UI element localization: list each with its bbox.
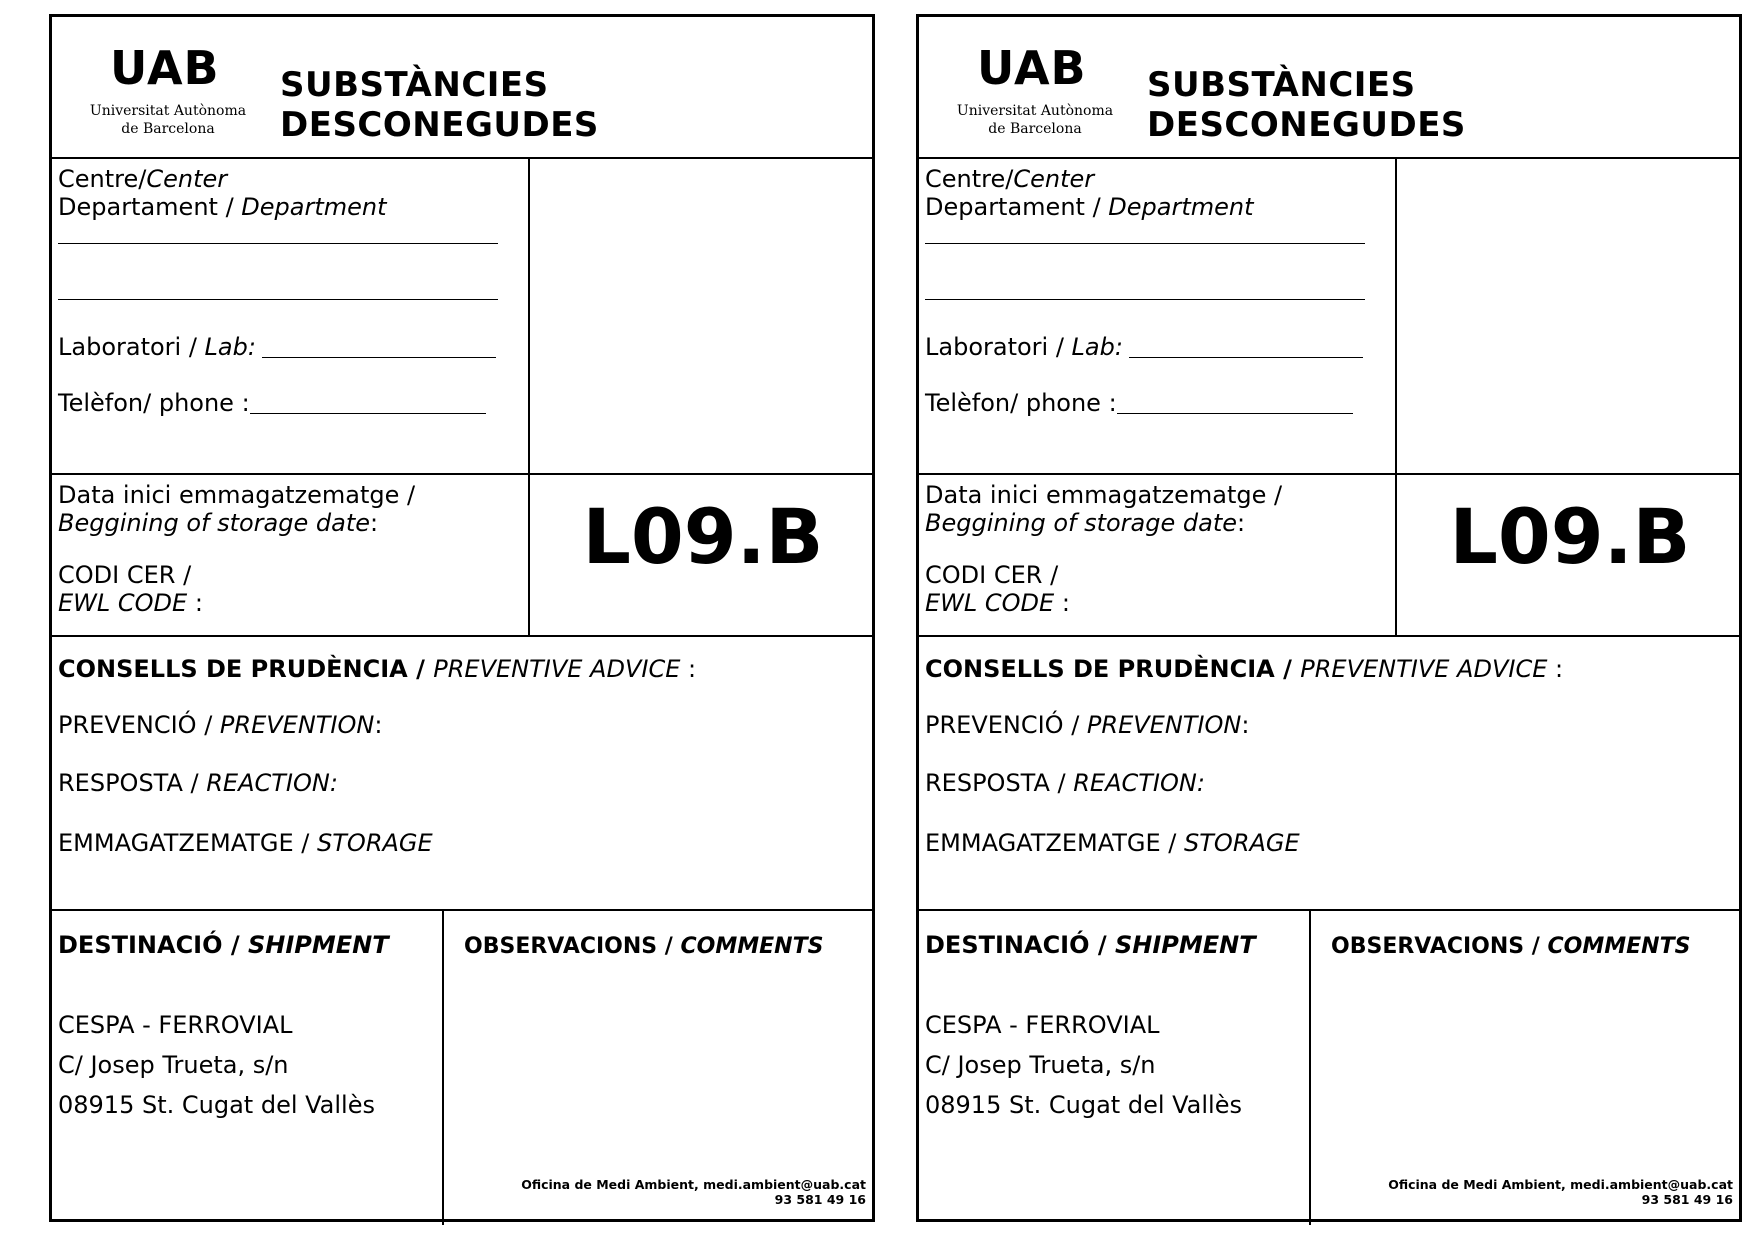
waste-label-right <box>916 14 1742 1222</box>
storage-date-label-line1: Data inici emmagatzematge / <box>58 481 416 509</box>
office-contact <box>1388 1177 1733 1207</box>
divider <box>52 473 872 475</box>
uab-logo-line1: Universitat Autònoma <box>89 103 247 119</box>
address-line2: C/ Josep Trueta, s/n <box>925 1051 1156 1079</box>
phone-field-line[interactable] <box>250 413 486 414</box>
department-field-line[interactable] <box>58 243 498 244</box>
department-label: Departament / Department <box>925 193 1254 221</box>
storage-date-label-line2: Beggining of storage date: <box>58 509 379 537</box>
office-email-line: Oficina de Medi Ambient, medi.ambient@uab.cat <box>521 1177 866 1192</box>
divider <box>919 635 1739 637</box>
department-field-line[interactable] <box>925 243 1365 244</box>
divider <box>1309 909 1311 1225</box>
divider <box>919 909 1739 911</box>
department-field-line[interactable] <box>58 299 498 300</box>
address-line3: 08915 St. Cugat del Vallès <box>925 1091 1242 1119</box>
divider <box>919 157 1739 159</box>
address-line3: 08915 St. Cugat del Vallès <box>58 1091 375 1119</box>
reaction-label: RESPOSTA / REACTION: <box>58 769 338 797</box>
address-line2: C/ Josep Trueta, s/n <box>58 1051 289 1079</box>
phone-field-line[interactable] <box>1117 413 1353 414</box>
preventive-advice-heading: CONSELLS DE PRUDÈNCIA / PREVENTIVE ADVICE : <box>925 655 1564 683</box>
storage-date-label-line1: Data inici emmagatzematge / <box>925 481 1283 509</box>
divider <box>52 909 872 911</box>
phone-label: Telèfon/ phone : <box>925 389 1117 417</box>
office-contact <box>521 1177 866 1207</box>
lab-label: Laboratori / Lab: <box>58 333 256 361</box>
label-title: SUBSTÀNCIES DESCONEGUDES <box>280 65 599 145</box>
phone-label: Telèfon/ phone : <box>58 389 250 417</box>
department-label: Departament / Department <box>58 193 387 221</box>
cer-code-label-line1: CODI CER / <box>58 561 192 589</box>
uab-logo-line2: de Barcelona <box>121 121 215 137</box>
office-phone-line: 93 581 49 16 <box>774 1192 866 1207</box>
storage-date-label-line2: Beggining of storage date: <box>925 509 1246 537</box>
divider <box>52 157 872 159</box>
comments-heading: OBSERVACIONS / COMMENTS <box>1331 934 1691 959</box>
preventive-advice-heading: CONSELLS DE PRUDÈNCIA / PREVENTIVE ADVICE : <box>58 655 697 683</box>
lab-field-line[interactable] <box>262 357 496 358</box>
uab-logo-line2: de Barcelona <box>988 121 1082 137</box>
center-label: Centre/Center <box>925 165 1095 193</box>
address-line1: CESPA - FERROVIAL <box>925 1011 1160 1039</box>
office-email-line: Oficina de Medi Ambient, medi.ambient@uab.cat <box>1388 1177 1733 1192</box>
waste-code: L09.B <box>582 492 824 581</box>
cer-code-label-line1: CODI CER / <box>925 561 1059 589</box>
shipment-heading: DESTINACIÓ / SHIPMENT <box>925 931 1256 959</box>
waste-code: L09.B <box>1449 492 1691 581</box>
shipment-heading: DESTINACIÓ / SHIPMENT <box>58 931 389 959</box>
divider <box>919 473 1739 475</box>
waste-label-left <box>49 14 875 1222</box>
lab-label: Laboratori / Lab: <box>925 333 1123 361</box>
prevention-label: PREVENCIÓ / PREVENTION: <box>58 711 383 739</box>
divider <box>52 635 872 637</box>
center-label: Centre/Center <box>58 165 228 193</box>
storage-label: EMMAGATZEMATGE / STORAGE <box>925 829 1300 857</box>
divider <box>442 909 444 1225</box>
uab-logo-mark: UAB <box>977 41 1087 95</box>
address-line1: CESPA - FERROVIAL <box>58 1011 293 1039</box>
prevention-label: PREVENCIÓ / PREVENTION: <box>925 711 1250 739</box>
comments-heading: OBSERVACIONS / COMMENTS <box>464 934 824 959</box>
storage-label: EMMAGATZEMATGE / STORAGE <box>58 829 433 857</box>
label-title: SUBSTÀNCIES DESCONEGUDES <box>1147 65 1466 145</box>
cer-code-label-line2: EWL CODE : <box>925 589 1070 617</box>
uab-logo-mark: UAB <box>110 41 220 95</box>
cer-code-label-line2: EWL CODE : <box>58 589 203 617</box>
lab-field-line[interactable] <box>1129 357 1363 358</box>
office-phone-line: 93 581 49 16 <box>1641 1192 1733 1207</box>
department-field-line[interactable] <box>925 299 1365 300</box>
reaction-label: RESPOSTA / REACTION: <box>925 769 1205 797</box>
uab-logo-line1: Universitat Autònoma <box>956 103 1114 119</box>
